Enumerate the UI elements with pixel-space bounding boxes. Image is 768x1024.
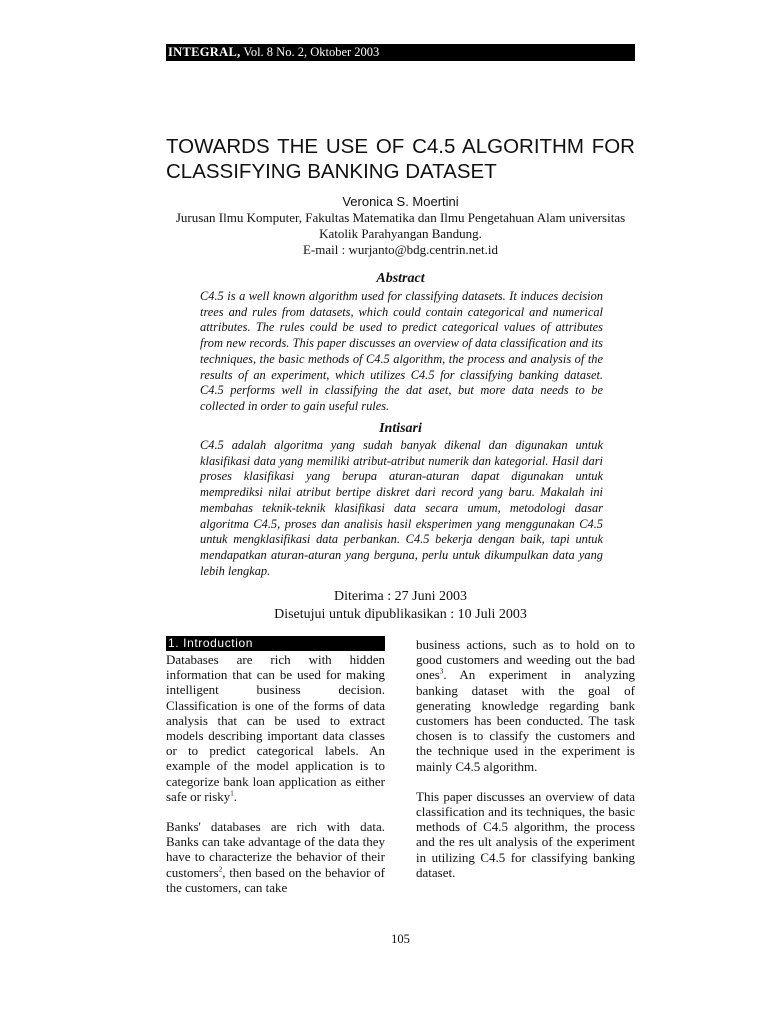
running-head bbox=[166, 44, 635, 61]
received-date: Diterima : 27 Juni 2003 bbox=[334, 589, 467, 604]
author-affiliation bbox=[166, 210, 635, 258]
abstract-text: C4.5 is a well known algorithm used for classifying datasets. It induces decision trees and rules from datasets, which could contain categorical and numerical attributes. The rules could be used to predict categorical values of attributes from new records. This paper discusses an overview of data classification and its techniques, the basic methods of C4.5 algorithm, the process and analysis of the results of an experiment, which utilizes C4.5 for classifying banking dataset. C4.5 performs well in classifying the dat aset, but more data needs to be collected in order to gain useful rules. bbox=[200, 289, 603, 413]
paper-title: TOWARDS THE USE OF C4.5 ALGORITHM FOR CLASSIFYING BANKING DATASET bbox=[166, 135, 635, 183]
body-column-left bbox=[166, 652, 385, 910]
author-email: E-mail : wurjanto@bdg.centrin.net.id bbox=[302, 242, 498, 257]
paragraph: This paper discusses an overview of data classification and its techniques, the basic methods of C4.5 algorithm, the process and the res ult analysis of the experiment in utilizing C4.5 for classifying banking dataset. bbox=[416, 788, 635, 880]
footnote-ref: 2 bbox=[218, 865, 223, 874]
publication-dates bbox=[166, 588, 635, 624]
abstract-heading: Abstract bbox=[376, 271, 425, 286]
affiliation-line-2: Katolik Parahyangan Bandung. bbox=[319, 226, 482, 241]
journal-issue: Vol. 8 No. 2, Oktober 2003 bbox=[240, 45, 380, 59]
intisari-heading: Intisari bbox=[379, 421, 422, 436]
journal-name: INTEGRAL, bbox=[168, 45, 241, 59]
page-number: 105 bbox=[391, 932, 410, 946]
footnote-ref: 1 bbox=[230, 789, 234, 798]
affiliation-line-1: Jurusan Ilmu Komputer, Fakultas Matematika dan Ilmu Pengetahuan Alam universitas bbox=[175, 210, 626, 225]
section-heading-introduction: 1. Introduction bbox=[166, 636, 385, 651]
paragraph: Banks' databases are rich with data. Banks can take advantage of the data they have to characterize the behavior of their customers$^2$, then based on the behavior of the customers, can take bbox=[166, 819, 385, 895]
paragraph: business actions, such as to hold on to good customers and weeding out the bad ones$^3$. An experiment in analyzing banking dataset with the goal of generating knowledge regarding bank customers has been conducted. The task chosen is to classify the customers and the technique used in the experiment is mainly C4.5 algorithm. bbox=[416, 637, 635, 774]
footnote-ref: 3 bbox=[439, 668, 444, 677]
approved-date: Disetujui untuk dipublikasikan : 10 Juli 2003 bbox=[274, 607, 527, 622]
body-column-right bbox=[416, 637, 635, 895]
author-name: Veronica S. Moertini bbox=[342, 194, 459, 209]
paragraph: Databases are rich with hidden information that can be used for making intelligent business decision. Classification is one of the forms of data analysis that can be used to extract models describing important data classes or to predict categorical labels. An example of the model application is to categorize bank loan application as either safe or risky$^1$. bbox=[166, 652, 385, 804]
intisari-text: C4.5 adalah algoritma yang sudah banyak dikenal dan digunakan untuk klasifikasi data yang memiliki atribut-atribut numerik dan kategorial. Hasil dari proses klasifikasi yang berupa aturan-aturan dapat digunakan untuk memprediksi nilai atribut bertipe diskret dari record yang baru. Makalah ini membahas teknik-teknik klasifikasi data secara umum, metodologi dasar algoritma C4.5, proses dan analisis hasil eksperimen yang menggunakan C4.5 untuk mengklasifikasi data perbankan. C4.5 bekerja dengan baik, tapi untuk mendapatkan aturan-aturan yang berguna, perlu untuk dikumpulkan data yang lebih lengkap. bbox=[200, 438, 603, 578]
